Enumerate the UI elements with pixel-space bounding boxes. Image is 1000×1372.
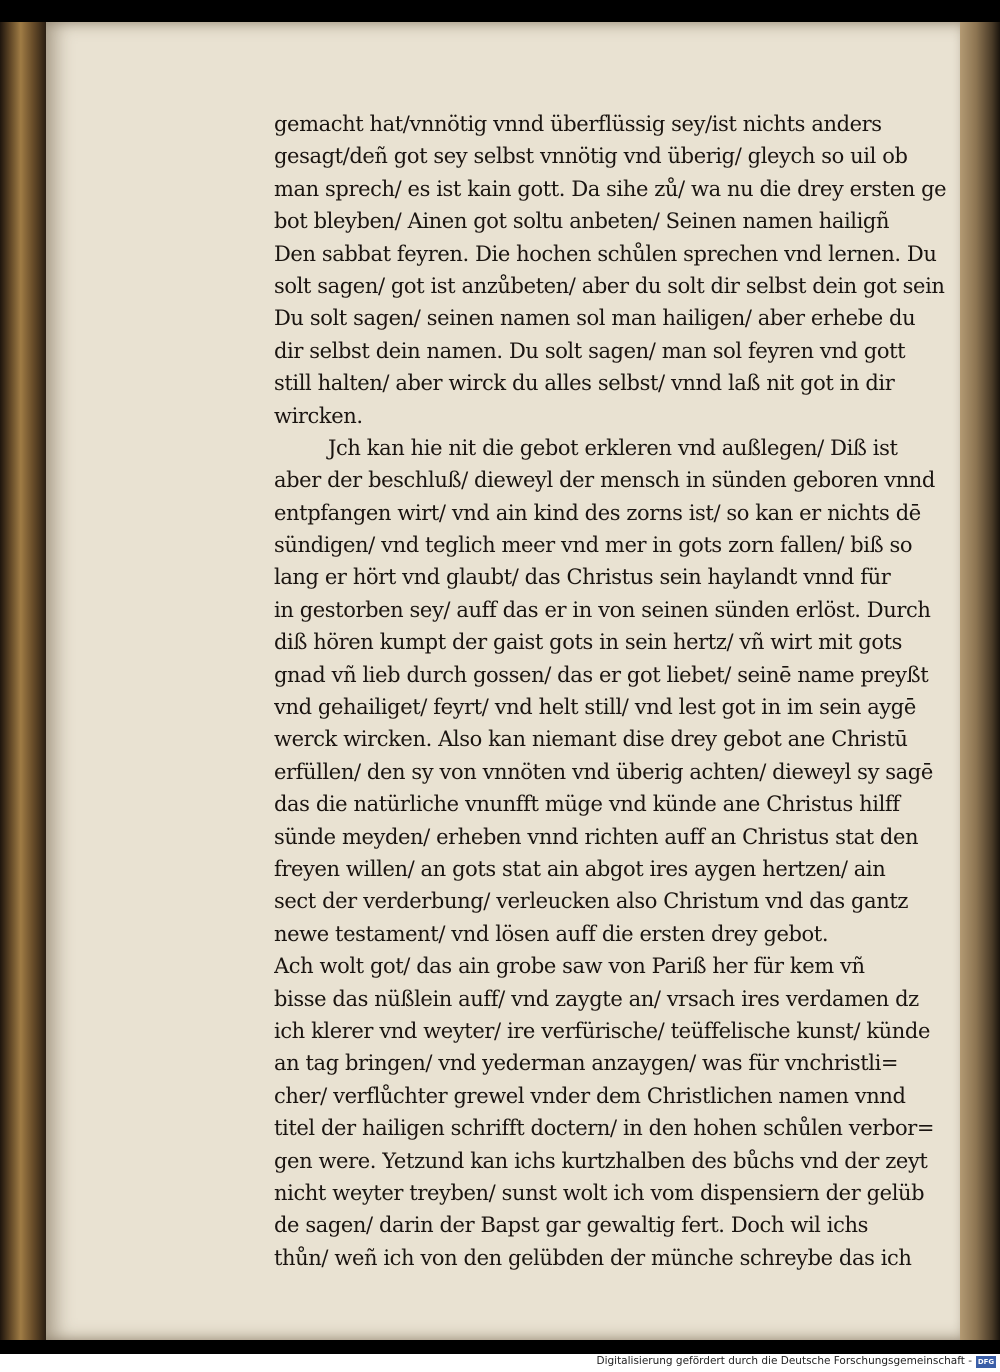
- text-line: solt sagen/ got ist anzůbeten/ aber du solt dir selbst dein got sein: [274, 273, 945, 298]
- text-line: Du solt sagen/ seinen namen sol man hailigen/ aber erhebe du: [274, 306, 916, 331]
- text-line: man sprech/ es ist kain gott. Da sihe zů/ wa nu die drey ersten ge: [274, 176, 947, 201]
- text-line: sect der verderbung/ verleucken also Christum vnd das gantz: [274, 889, 909, 914]
- dfg-logo-icon: DFG: [977, 1358, 995, 1366]
- text-line: still halten/ aber wirck du alles selbst/ vnnd laß nit got in dir: [274, 371, 895, 396]
- text-line: gemacht hat/vnnötig vnnd überflüssig sey/ist nichts anders: [274, 112, 882, 136]
- text-line: diß hören kumpt der gaist gots in sein hertz/ vñ wirt mit gots: [274, 630, 902, 655]
- text-line: in gestorben sey/ auff das er in von seinen sünden erlöst. Durch: [274, 597, 931, 622]
- book-page: [46, 22, 966, 1340]
- paragraph-start-line: Ach wolt got/ das ain grobe saw von Pariß her für kem vñ: [274, 954, 865, 979]
- text-line: titel der hailigen schrifft doctern/ in den hohen schůlen verbor=: [274, 1116, 935, 1141]
- text-line: bisse das nüßlein auff/ vnd zaygte an/ vrsach ires verdamen dz: [274, 986, 919, 1011]
- digitization-footer: [0, 1354, 1000, 1372]
- text-line: bot bleyben/ Ainen got soltu anbeten/ Seinen namen hailigñ: [274, 209, 890, 234]
- text-line: gen were. Yetzund kan ichs kurtzhalben des bůchs vnd der zeyt: [274, 1148, 928, 1173]
- text-line: de sagen/ darin der Bapst gar gewaltig fert. Doch wil ichs: [274, 1213, 868, 1238]
- text-line: sünde meyden/ erheben vnnd richten auff an Christus stat den: [274, 824, 919, 849]
- text-line: das die natürliche vnunfft müge vnd künde ane Christus hilff: [274, 792, 900, 817]
- text-line: werck wircken. Also kan niemant dise drey gebot ane Christū: [274, 727, 908, 752]
- book-binding-edge: [0, 22, 46, 1340]
- text-line: gnad vñ lieb durch gossen/ das er got liebet/ seinē name preyßt: [274, 662, 929, 687]
- text-line: newe testament/ vnd lösen auff die ersten drey gebot.: [274, 921, 829, 946]
- text-line: entpfangen wirt/ vnd ain kind des zorns ist/ so kan er nichts dē: [274, 500, 921, 525]
- text-line: nicht weyter treyben/ sunst wolt ich vom dispensiern der gelüb: [274, 1180, 925, 1205]
- text-line: erfüllen/ den sy von vnnöten vnd überig achten/ dieweyl sy sagē: [274, 759, 933, 784]
- text-line: an tag bringen/ vnd yederman anzaygen/ was für vnchristli=: [274, 1051, 899, 1076]
- funding-credit: Digitalisierung gefördert durch die Deutsche Forschungsgemeinschaft -: [596, 1355, 972, 1367]
- text-line: wircken.: [274, 403, 363, 428]
- text-line: sündigen/ vnd teglich meer vnd mer in gots zorn fallen/ biß so: [274, 533, 913, 558]
- text-line: aber der beschluß/ dieweyl der mensch in sünden geboren vnnd: [274, 468, 935, 493]
- text-line: gesagt/deñ got sey selbst vnnötig vnd überig/ gleych so uil ob: [274, 144, 908, 169]
- page-stack-edge: [960, 22, 1000, 1340]
- text-line: lang er hört vnd glaubt/ das Christus sein haylandt vnnd für: [274, 565, 891, 590]
- paragraph-start-line: Jch kan hie nit die gebot erkleren vnd außlegen/ Diß ist: [328, 435, 898, 460]
- text-block: [274, 108, 984, 1274]
- text-line: Den sabbat feyren. Die hochen schůlen sprechen vnd lernen. Du: [274, 241, 937, 266]
- text-line: dir selbst dein namen. Du solt sagen/ man sol feyren vnd gott: [274, 338, 906, 363]
- text-line: cher/ verflůchter grewel vnder dem Christlichen namen vnnd: [274, 1083, 906, 1108]
- text-line: ich klerer vnd weyter/ ire verfürische/ teüffelische kunst/ künde: [274, 1018, 930, 1043]
- text-line: thůn/ weñ ich von den gelübden der münche schreybe das ich: [274, 1245, 912, 1270]
- text-line: vnd gehailiget/ feyrt/ vnd helt still/ vnd lest got in im sein aygē: [274, 695, 916, 720]
- text-line: freyen willen/ an gots stat ain abgot ires aygen hertzen/ ain: [274, 856, 886, 881]
